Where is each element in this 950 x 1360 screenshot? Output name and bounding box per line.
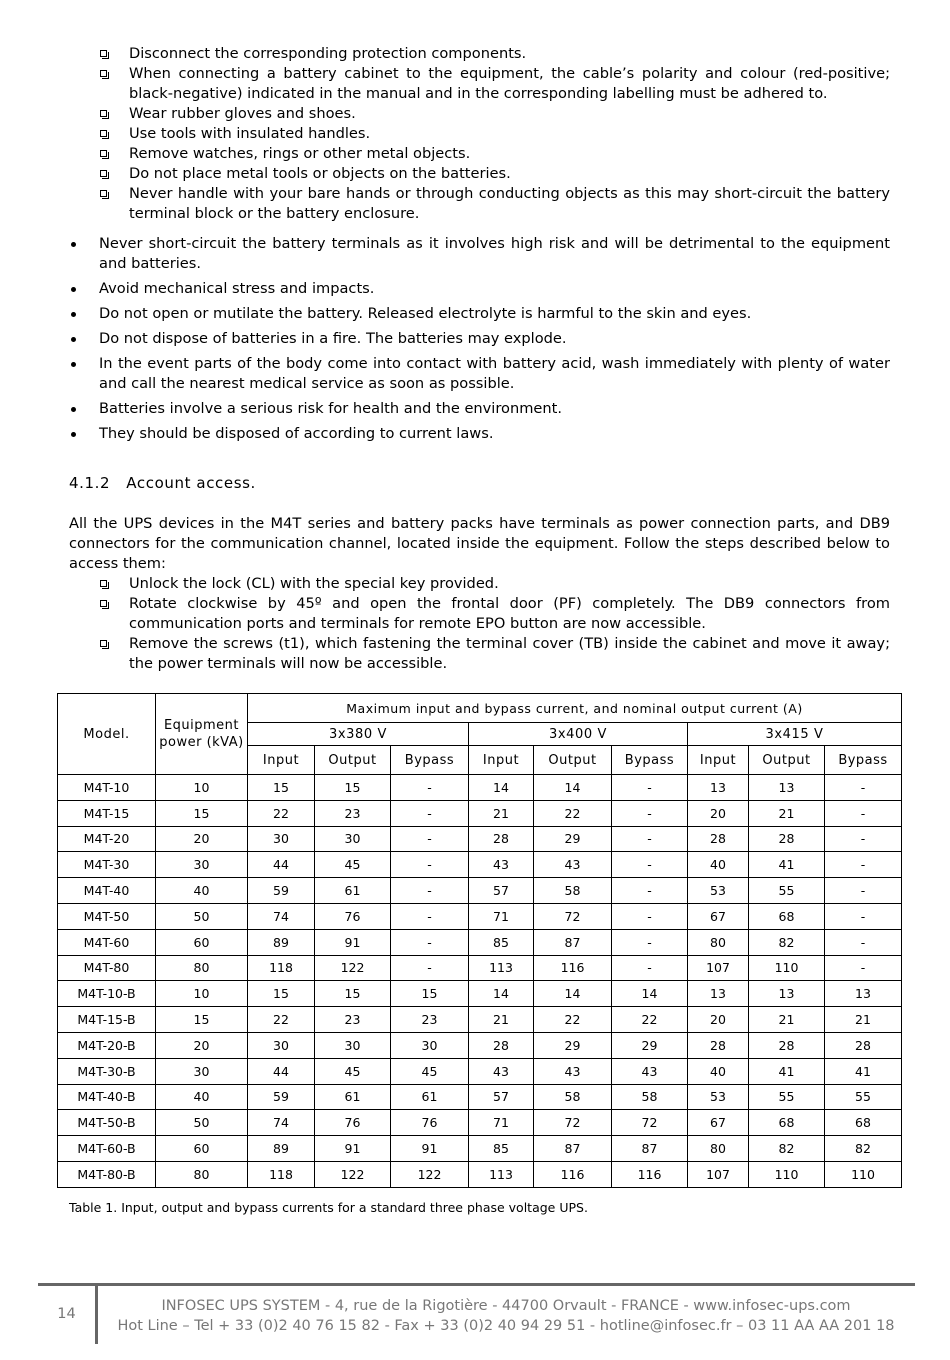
table-row bbox=[58, 1007, 902, 1033]
section-title: Account access. bbox=[126, 474, 256, 492]
checkbox-bullet-icon bbox=[100, 600, 107, 607]
value-cell: 22 bbox=[248, 800, 315, 826]
value-cell: 57 bbox=[469, 1084, 534, 1110]
value-cell: 72 bbox=[612, 1110, 688, 1136]
value-cell: 72 bbox=[534, 903, 612, 929]
voltage-header: 3x400 V bbox=[469, 723, 688, 746]
list-item-text: When connecting a battery cabinet to the equipment, the cable’s polarity and colour (red-positive; black-negative) indicated in the manual and in the corresponding labelling must be adhered to. bbox=[129, 65, 890, 102]
value-cell: 74 bbox=[248, 1110, 315, 1136]
sub-header-output: Output bbox=[749, 746, 825, 775]
model-cell: M4T-40-B bbox=[58, 1084, 156, 1110]
value-cell: 116 bbox=[534, 955, 612, 981]
value-cell: - bbox=[391, 800, 469, 826]
value-cell: 110 bbox=[749, 1161, 825, 1187]
value-cell: - bbox=[391, 929, 469, 955]
model-cell: M4T-50 bbox=[58, 903, 156, 929]
list-item bbox=[100, 124, 890, 144]
table-row bbox=[58, 1136, 902, 1162]
voltage-header: 3x415 V bbox=[688, 723, 902, 746]
value-cell: 43 bbox=[469, 1058, 534, 1084]
table-row bbox=[58, 929, 902, 955]
value-cell: 30 bbox=[156, 852, 248, 878]
value-cell: - bbox=[612, 929, 688, 955]
value-cell: 20 bbox=[688, 1007, 749, 1033]
table-row bbox=[58, 1084, 902, 1110]
bullet-dot-icon bbox=[71, 287, 76, 292]
model-cell: M4T-50-B bbox=[58, 1110, 156, 1136]
value-cell: 30 bbox=[156, 1058, 248, 1084]
value-cell: - bbox=[612, 826, 688, 852]
column-header-model: Model. bbox=[58, 694, 156, 775]
value-cell: 58 bbox=[534, 878, 612, 904]
model-cell: M4T-20-B bbox=[58, 1032, 156, 1058]
sub-header-bypass: Bypass bbox=[612, 746, 688, 775]
value-cell: 28 bbox=[749, 1032, 825, 1058]
list-item-text: Never handle with your bare hands or through conducting objects as this may short-circuit the battery terminal block or the battery enclosure. bbox=[129, 185, 890, 222]
checkbox-bullet-icon bbox=[100, 50, 107, 57]
list-item-text: Remove watches, rings or other metal objects. bbox=[129, 145, 471, 162]
sub-header-output: Output bbox=[315, 746, 391, 775]
list-item-text: Never short-circuit the battery terminals as it involves high risk and will be detrimental to the equipment and batteries. bbox=[99, 235, 890, 272]
list-item-text: Rotate clockwise by 45º and open the frontal door (PF) completely. The DB9 connectors from communication ports and terminals for remote EPO button are now accessible. bbox=[129, 595, 890, 632]
value-cell: - bbox=[825, 800, 902, 826]
list-item bbox=[100, 144, 890, 164]
footer-divider bbox=[38, 1283, 915, 1286]
value-cell: - bbox=[391, 903, 469, 929]
value-cell: 21 bbox=[469, 800, 534, 826]
value-cell: 23 bbox=[315, 1007, 391, 1033]
value-cell: 21 bbox=[749, 800, 825, 826]
model-cell: M4T-15-B bbox=[58, 1007, 156, 1033]
table-caption: Table 1. Input, output and bypass currents for a standard three phase voltage UPS. bbox=[69, 1200, 588, 1215]
value-cell: 13 bbox=[688, 981, 749, 1007]
value-cell: 28 bbox=[688, 1032, 749, 1058]
value-cell: 23 bbox=[315, 800, 391, 826]
value-cell: 10 bbox=[156, 981, 248, 1007]
value-cell: 122 bbox=[315, 1161, 391, 1187]
value-cell: - bbox=[825, 955, 902, 981]
value-cell: 41 bbox=[749, 1058, 825, 1084]
list-item-text: Do not place metal tools or objects on the batteries. bbox=[129, 165, 511, 182]
value-cell: 118 bbox=[248, 955, 315, 981]
value-cell: 89 bbox=[248, 929, 315, 955]
value-cell: 13 bbox=[749, 981, 825, 1007]
table-row bbox=[58, 826, 902, 852]
value-cell: 91 bbox=[391, 1136, 469, 1162]
list-item-text: They should be disposed of according to current laws. bbox=[99, 425, 494, 442]
value-cell: 113 bbox=[469, 1161, 534, 1187]
table-row bbox=[58, 1110, 902, 1136]
list-item bbox=[69, 424, 890, 444]
value-cell: 23 bbox=[391, 1007, 469, 1033]
value-cell: 13 bbox=[749, 775, 825, 801]
value-cell: 55 bbox=[749, 1084, 825, 1110]
value-cell: - bbox=[391, 955, 469, 981]
value-cell: 13 bbox=[825, 981, 902, 1007]
section-number: 4.1.2 bbox=[69, 474, 111, 492]
value-cell: 57 bbox=[469, 878, 534, 904]
value-cell: 41 bbox=[825, 1058, 902, 1084]
value-cell: 22 bbox=[612, 1007, 688, 1033]
value-cell: - bbox=[391, 878, 469, 904]
value-cell: 59 bbox=[248, 878, 315, 904]
checkbox-bullet-icon bbox=[100, 130, 107, 137]
value-cell: 110 bbox=[749, 955, 825, 981]
value-cell: 30 bbox=[315, 1032, 391, 1058]
table-row bbox=[58, 878, 902, 904]
value-cell: 61 bbox=[315, 1084, 391, 1110]
value-cell: - bbox=[825, 852, 902, 878]
value-cell: 55 bbox=[825, 1084, 902, 1110]
table-row bbox=[58, 1058, 902, 1084]
value-cell: 122 bbox=[315, 955, 391, 981]
value-cell: 43 bbox=[612, 1058, 688, 1084]
value-cell: 20 bbox=[156, 826, 248, 852]
value-cell: 82 bbox=[825, 1136, 902, 1162]
model-cell: M4T-40 bbox=[58, 878, 156, 904]
value-cell: 50 bbox=[156, 1110, 248, 1136]
value-cell: 76 bbox=[391, 1110, 469, 1136]
value-cell: 110 bbox=[825, 1161, 902, 1187]
value-cell: 15 bbox=[248, 775, 315, 801]
sub-header-bypass: Bypass bbox=[391, 746, 469, 775]
value-cell: 14 bbox=[612, 981, 688, 1007]
value-cell: - bbox=[825, 929, 902, 955]
table-row bbox=[58, 903, 902, 929]
list-item bbox=[100, 164, 890, 184]
value-cell: 113 bbox=[469, 955, 534, 981]
section-heading bbox=[69, 474, 256, 492]
value-cell: 76 bbox=[315, 1110, 391, 1136]
list-item bbox=[69, 354, 890, 394]
value-cell: 53 bbox=[688, 878, 749, 904]
bullet-dot-icon bbox=[71, 362, 76, 367]
list-item-text: Use tools with insulated handles. bbox=[129, 125, 371, 142]
footer-text bbox=[100, 1296, 912, 1336]
list-item-text: Disconnect the corresponding protection components. bbox=[129, 45, 527, 62]
value-cell: 107 bbox=[688, 955, 749, 981]
value-cell: 30 bbox=[315, 826, 391, 852]
value-cell: 76 bbox=[315, 903, 391, 929]
bullet-dot-icon bbox=[71, 337, 76, 342]
access-steps bbox=[100, 574, 890, 674]
list-item bbox=[100, 574, 890, 594]
value-cell: - bbox=[391, 775, 469, 801]
value-cell: 71 bbox=[469, 903, 534, 929]
value-cell: 87 bbox=[534, 929, 612, 955]
value-cell: 10 bbox=[156, 775, 248, 801]
value-cell: 40 bbox=[688, 1058, 749, 1084]
value-cell: - bbox=[825, 826, 902, 852]
model-cell: M4T-30-B bbox=[58, 1058, 156, 1084]
checkbox-bullet-icon bbox=[100, 150, 107, 157]
value-cell: 87 bbox=[612, 1136, 688, 1162]
list-item bbox=[69, 279, 890, 299]
value-cell: 44 bbox=[248, 1058, 315, 1084]
sub-header-input: Input bbox=[688, 746, 749, 775]
value-cell: 28 bbox=[749, 826, 825, 852]
model-cell: M4T-80-B bbox=[58, 1161, 156, 1187]
value-cell: 74 bbox=[248, 903, 315, 929]
value-cell: - bbox=[391, 826, 469, 852]
value-cell: - bbox=[825, 878, 902, 904]
value-cell: 60 bbox=[156, 1136, 248, 1162]
value-cell: 43 bbox=[469, 852, 534, 878]
value-cell: 20 bbox=[156, 1032, 248, 1058]
value-cell: 14 bbox=[534, 981, 612, 1007]
value-cell: 87 bbox=[534, 1136, 612, 1162]
value-cell: 21 bbox=[825, 1007, 902, 1033]
value-cell: 91 bbox=[315, 929, 391, 955]
list-item bbox=[69, 234, 890, 274]
footer-address: INFOSEC UPS SYSTEM - 4, rue de la Rigotière - 44700 Orvault - FRANCE - www.infosec-ups.com bbox=[161, 1298, 851, 1314]
value-cell: 22 bbox=[534, 800, 612, 826]
model-cell: M4T-20 bbox=[58, 826, 156, 852]
value-cell: 68 bbox=[749, 1110, 825, 1136]
list-item-text: Batteries involve a serious risk for health and the environment. bbox=[99, 400, 563, 417]
value-cell: 22 bbox=[248, 1007, 315, 1033]
value-cell: 80 bbox=[156, 955, 248, 981]
value-cell: 82 bbox=[749, 1136, 825, 1162]
list-item-text: Wear rubber gloves and shoes. bbox=[129, 105, 356, 122]
value-cell: 50 bbox=[156, 903, 248, 929]
value-cell: 61 bbox=[391, 1084, 469, 1110]
list-item bbox=[69, 399, 890, 419]
bullet-dot-icon bbox=[71, 242, 76, 247]
value-cell: 40 bbox=[688, 852, 749, 878]
table-row bbox=[58, 1161, 902, 1187]
safety-sublist bbox=[100, 44, 890, 224]
sub-header-input: Input bbox=[469, 746, 534, 775]
list-item-text: Do not dispose of batteries in a fire. The batteries may explode. bbox=[99, 330, 567, 347]
value-cell: 15 bbox=[391, 981, 469, 1007]
value-cell: 29 bbox=[534, 1032, 612, 1058]
value-cell: 14 bbox=[469, 775, 534, 801]
value-cell: - bbox=[612, 800, 688, 826]
value-cell: - bbox=[612, 852, 688, 878]
value-cell: 80 bbox=[688, 929, 749, 955]
value-cell: 15 bbox=[156, 800, 248, 826]
model-cell: M4T-60 bbox=[58, 929, 156, 955]
value-cell: 15 bbox=[315, 981, 391, 1007]
list-item bbox=[69, 304, 890, 324]
value-cell: 41 bbox=[749, 852, 825, 878]
value-cell: 116 bbox=[534, 1161, 612, 1187]
value-cell: 28 bbox=[688, 826, 749, 852]
table-row bbox=[58, 852, 902, 878]
model-cell: M4T-10-B bbox=[58, 981, 156, 1007]
safety-bullets bbox=[69, 234, 890, 449]
value-cell: 21 bbox=[469, 1007, 534, 1033]
value-cell: 68 bbox=[749, 903, 825, 929]
sub-header-input: Input bbox=[248, 746, 315, 775]
model-cell: M4T-80 bbox=[58, 955, 156, 981]
value-cell: 58 bbox=[534, 1084, 612, 1110]
table-body bbox=[58, 775, 902, 1188]
value-cell: - bbox=[612, 775, 688, 801]
value-cell: - bbox=[391, 852, 469, 878]
intro-paragraph: All the UPS devices in the M4T series and battery packs have terminals as power connection parts, and DB9 connectors for the communication channel, located inside the equipment. Follow the steps described below to access them: bbox=[69, 515, 890, 572]
value-cell: 44 bbox=[248, 852, 315, 878]
checkbox-bullet-icon bbox=[100, 70, 107, 77]
value-cell: 40 bbox=[156, 1084, 248, 1110]
checkbox-bullet-icon bbox=[100, 190, 107, 197]
value-cell: 43 bbox=[534, 1058, 612, 1084]
current-table bbox=[57, 693, 902, 1188]
table-row bbox=[58, 775, 902, 801]
value-cell: 15 bbox=[156, 1007, 248, 1033]
sub-header-output: Output bbox=[534, 746, 612, 775]
bullet-dot-icon bbox=[71, 407, 76, 412]
checkbox-bullet-icon bbox=[100, 580, 107, 587]
value-cell: 80 bbox=[688, 1136, 749, 1162]
value-cell: 28 bbox=[825, 1032, 902, 1058]
table-row bbox=[58, 981, 902, 1007]
value-cell: 28 bbox=[469, 1032, 534, 1058]
value-cell: 30 bbox=[248, 826, 315, 852]
value-cell: 14 bbox=[469, 981, 534, 1007]
value-cell: 85 bbox=[469, 929, 534, 955]
value-cell: 15 bbox=[315, 775, 391, 801]
list-item bbox=[100, 64, 890, 104]
list-item bbox=[100, 594, 890, 634]
bullet-dot-icon bbox=[71, 312, 76, 317]
value-cell: 60 bbox=[156, 929, 248, 955]
value-cell: 61 bbox=[315, 878, 391, 904]
list-item-text: Do not open or mutilate the battery. Released electrolyte is harmful to the skin and eyes. bbox=[99, 305, 752, 322]
value-cell: - bbox=[612, 955, 688, 981]
value-cell: 107 bbox=[688, 1161, 749, 1187]
list-item bbox=[69, 329, 890, 349]
table-row bbox=[58, 800, 902, 826]
value-cell: 118 bbox=[248, 1161, 315, 1187]
value-cell: 89 bbox=[248, 1136, 315, 1162]
list-item-text: Avoid mechanical stress and impacts. bbox=[99, 280, 375, 297]
list-item-text: In the event parts of the body come into contact with battery acid, wash immediately with plenty of water and call the nearest medical service as soon as possible. bbox=[99, 355, 890, 392]
value-cell: 20 bbox=[688, 800, 749, 826]
checkbox-bullet-icon bbox=[100, 110, 107, 117]
bullet-dot-icon bbox=[71, 432, 76, 437]
value-cell: 14 bbox=[534, 775, 612, 801]
value-cell: 45 bbox=[315, 1058, 391, 1084]
value-cell: 59 bbox=[248, 1084, 315, 1110]
checkbox-bullet-icon bbox=[100, 640, 107, 647]
value-cell: 82 bbox=[749, 929, 825, 955]
value-cell: 68 bbox=[825, 1110, 902, 1136]
model-cell: M4T-60-B bbox=[58, 1136, 156, 1162]
value-cell: 91 bbox=[315, 1136, 391, 1162]
value-cell: 45 bbox=[391, 1058, 469, 1084]
voltage-header: 3x380 V bbox=[248, 723, 469, 746]
value-cell: 67 bbox=[688, 1110, 749, 1136]
value-cell: 29 bbox=[534, 826, 612, 852]
value-cell: - bbox=[612, 903, 688, 929]
sub-header-bypass: Bypass bbox=[825, 746, 902, 775]
value-cell: 29 bbox=[612, 1032, 688, 1058]
value-cell: 40 bbox=[156, 878, 248, 904]
list-item-text: Unlock the lock (CL) with the special key provided. bbox=[129, 575, 499, 592]
value-cell: 43 bbox=[534, 852, 612, 878]
value-cell: 30 bbox=[391, 1032, 469, 1058]
value-cell: 122 bbox=[391, 1161, 469, 1187]
value-cell: 55 bbox=[749, 878, 825, 904]
group-header: Maximum input and bypass current, and nominal output current (A) bbox=[248, 694, 902, 723]
value-cell: - bbox=[612, 878, 688, 904]
value-cell: 116 bbox=[612, 1161, 688, 1187]
footer-vertical-divider bbox=[95, 1286, 98, 1344]
value-cell: 72 bbox=[534, 1110, 612, 1136]
value-cell: 30 bbox=[248, 1032, 315, 1058]
list-item-text: Remove the screws (t1), which fastening the terminal cover (TB) inside the cabinet and move it away; the power terminals will now be accessible. bbox=[129, 635, 890, 672]
list-item bbox=[100, 184, 890, 224]
table-row bbox=[58, 955, 902, 981]
model-cell: M4T-30 bbox=[58, 852, 156, 878]
value-cell: 58 bbox=[612, 1084, 688, 1110]
value-cell: 15 bbox=[248, 981, 315, 1007]
value-cell: 28 bbox=[469, 826, 534, 852]
page-number: 14 bbox=[57, 1306, 76, 1322]
footer-contact: Hot Line – Tel + 33 (0)2 40 76 15 82 - Fax + 33 (0)2 40 94 29 51 - hotline@infosec.fr – 03 11 AA AA 201 18 bbox=[117, 1318, 895, 1334]
model-cell: M4T-10 bbox=[58, 775, 156, 801]
list-item bbox=[100, 104, 890, 124]
value-cell: 80 bbox=[156, 1161, 248, 1187]
value-cell: 45 bbox=[315, 852, 391, 878]
list-item bbox=[100, 634, 890, 674]
value-cell: 13 bbox=[688, 775, 749, 801]
column-header-power: Equipment power (kVA) bbox=[156, 694, 248, 775]
list-item bbox=[100, 44, 890, 64]
value-cell: 22 bbox=[534, 1007, 612, 1033]
value-cell: - bbox=[825, 903, 902, 929]
table-row bbox=[58, 1032, 902, 1058]
checkbox-bullet-icon bbox=[100, 170, 107, 177]
value-cell: 67 bbox=[688, 903, 749, 929]
value-cell: 71 bbox=[469, 1110, 534, 1136]
model-cell: M4T-15 bbox=[58, 800, 156, 826]
value-cell: 53 bbox=[688, 1084, 749, 1110]
value-cell: - bbox=[825, 775, 902, 801]
value-cell: 21 bbox=[749, 1007, 825, 1033]
value-cell: 85 bbox=[469, 1136, 534, 1162]
